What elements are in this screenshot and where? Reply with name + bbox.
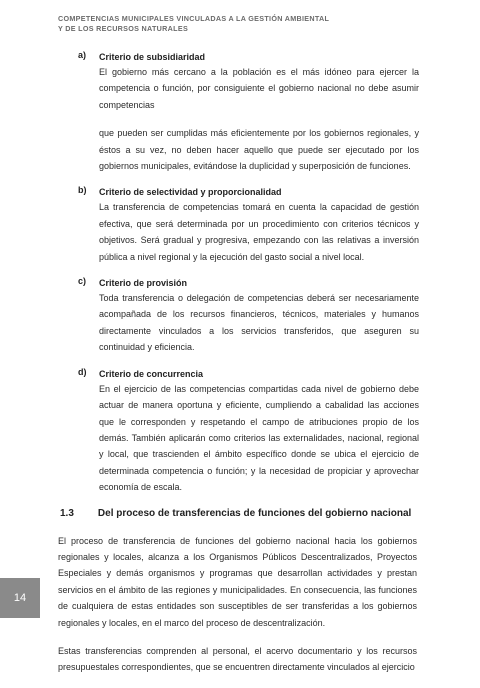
section-number: 1.3 bbox=[60, 507, 74, 519]
criterion-letter: b) bbox=[78, 185, 87, 196]
criterion-paragraph: El gobierno más cercano a la población es el más idóneo para ejercer la competencia o función, por consiguiente el gobierno nacional no debe asumir competencias bbox=[99, 67, 419, 110]
criterion-c bbox=[58, 276, 419, 356]
criterion-title: Criterio de subsidiaridad bbox=[99, 52, 206, 62]
criterion-title: Criterio de concurrencia bbox=[99, 368, 204, 379]
criterion-paragraph: que pueden ser cumplidas más eficientemente por los gobiernos regionales, y éstos a su vez, no deben hacer aquello que puede ser ejecutado por los gobiernos municipales, evitándose la duplicidad y superposición de funciones. bbox=[99, 128, 419, 172]
criterion-letter: a) bbox=[78, 50, 87, 60]
running-header-line-1: COMPETENCIAS MUNICIPALES VINCULADAS A LA GESTIÓN AMBIENTAL bbox=[58, 14, 330, 23]
page-number-tab bbox=[0, 578, 40, 618]
running-header bbox=[58, 14, 458, 34]
page-number: 14 bbox=[13, 592, 27, 604]
section-body bbox=[58, 533, 419, 676]
page-content bbox=[58, 50, 419, 688]
section-title: Del proceso de transferencias de funciones del gobierno nacional bbox=[97, 507, 412, 519]
criterion-letter: d) bbox=[78, 366, 87, 377]
criterion-paragraph: Toda transferencia o delegación de competencias deberá ser necesariamente acompañada de los recursos financieros, técnicos, materiales y humanos directamente vinculados a los servicios transferidos, que aseguren su continuidad y eficiencia. bbox=[99, 293, 419, 353]
criterion-title: Criterio de selectividad y proporcionalidad bbox=[99, 187, 282, 198]
body-paragraph: Estas transferencias comprenden al personal, el acervo documentario y los recursos presupuestales correspondientes, que se encuentren directamente vinculados al ejercicio bbox=[58, 645, 417, 673]
criterion-a bbox=[58, 50, 419, 174]
criterion-paragraph: En el ejercicio de las competencias compartidas cada nivel de gobierno debe actuar de manera oportuna y eficiente, cumpliendo a cabalidad las acciones que le corresponden y respetando el campo de atribuciones propio de los demás. También aplicarán como criterios las externalidades, nacional, regional y local, que trascienden el ámbito específico donde se ubica el ejercicio de determinada competencia o función; y la necesidad de propiciar y aprovechar economía de escala. bbox=[99, 383, 419, 493]
criterion-b bbox=[58, 185, 419, 265]
criterion-letter: c) bbox=[78, 276, 87, 287]
criterion-d bbox=[58, 367, 419, 496]
running-header-line-2: Y DE LOS RECURSOS NATURALES bbox=[58, 24, 189, 33]
criterion-title: Criterio de provisión bbox=[99, 278, 188, 289]
criterion-paragraph: La transferencia de competencias tomará en cuenta la capacidad de gestión efectiva, que será determinada por un procedimiento con criterios técnicos y objetivos. Será gradual y progresiva, empezando con las relativas a inversión pública a nivel regional y la ejecución del gasto social a nivel local. bbox=[99, 202, 419, 262]
section-heading bbox=[60, 508, 419, 519]
body-paragraph: El proceso de transferencia de funciones del gobierno nacional hacia los gobiernos regionales y locales, alcanza a los Organismos Públicos Descentralizados, Proyectos Especiales y demás organismos y programas que desarrollan actividades y prestan servicios en el ámbito de las regiones y municipalidades. En consecuencia, las funciones de cualquiera de estas entidades son susceptibles de ser transferidas a los gobiernos regionales y locales, en el marco del proceso de descentralización. bbox=[58, 535, 417, 628]
